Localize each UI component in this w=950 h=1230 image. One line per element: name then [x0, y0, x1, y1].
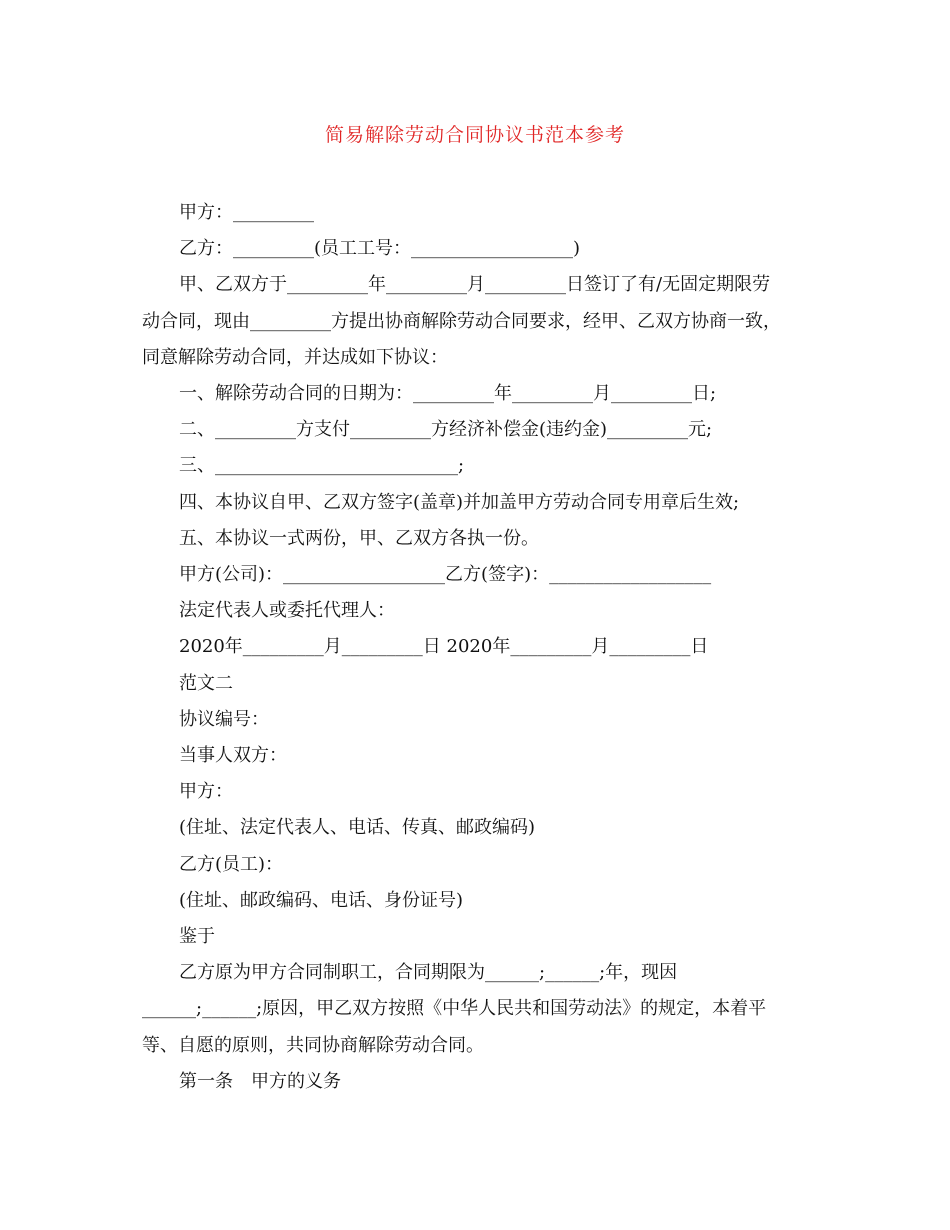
clause-2: 二、_________方支付_________方经济补偿金(违约金)_________元; — [179, 419, 713, 441]
clause-3: 三、___________________________; — [179, 455, 465, 477]
paragraph-line: ______;______;原因，甲乙双方按照《中华人民共和国劳动法》的规定，本着平 — [142, 998, 767, 1020]
party-b-line: 乙方：_________(员工工号：__________________) — [179, 238, 581, 260]
document-body — [142, 195, 804, 1100]
party-b-details: (住址、邮政编码、电话、身份证号) — [179, 889, 464, 911]
clause-4: 四、本协议自甲、乙双方签字(盖章)并加盖甲方劳动合同专用章后生效; — [179, 491, 740, 513]
paragraph-line: 动合同，现由_________方提出协商解除劳动合同要求，经甲、乙双方协商一致， — [142, 310, 781, 332]
party-a-heading: 甲方： — [179, 781, 233, 803]
paragraph-line: 同意解除劳动合同，并达成如下协议： — [142, 346, 448, 368]
document-title: 简易解除劳动合同协议书范本参考 — [324, 124, 625, 146]
clause-5: 五、本协议一式两份，甲、乙双方各执一份。 — [179, 527, 539, 549]
representative-line: 法定代表人或委托代理人： — [179, 600, 395, 622]
parties-heading: 当事人双方： — [179, 745, 287, 767]
paragraph-line: 等、自愿的原则，共同协商解除劳动合同。 — [142, 1034, 484, 1056]
whereas-heading: 鉴于 — [179, 926, 215, 948]
party-b-heading: 乙方(员工)： — [179, 853, 284, 875]
party-a-line: 甲方：_________ — [179, 202, 314, 223]
signature-line: 甲方(公司)：__________________乙方(签字)：__________________ — [179, 564, 712, 586]
clause-1: 一、解除劳动合同的日期为：_________年_________月_________日; — [179, 383, 717, 405]
section-heading: 范文二 — [179, 672, 233, 694]
paragraph-line: 甲、乙双方于_________年_________月_________日签订了有/无固定期限劳 — [179, 274, 771, 296]
date-line: 2020年_________月_________日 2020年_________月_________日 — [179, 636, 709, 658]
article-heading: 第一条 甲方的义务 — [179, 1070, 341, 1092]
agreement-number: 协议编号： — [179, 708, 269, 730]
party-a-details: (住址、法定代表人、电话、传真、邮政编码) — [179, 817, 536, 839]
paragraph-line: 乙方原为甲方合同制职工，合同期限为______;______;年，现因 — [179, 962, 678, 984]
